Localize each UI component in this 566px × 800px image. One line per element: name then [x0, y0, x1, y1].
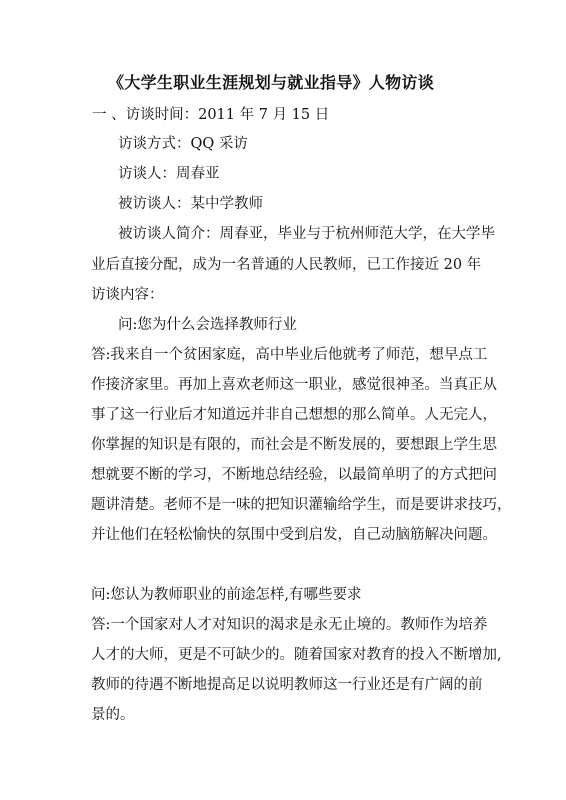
interviewee-line: 被访谈人：某中学教师: [118, 196, 263, 212]
answer-1-line-7: 并让他们在轻松愉快的氛围中受到启发，自己动脑筋解决问题。: [91, 527, 497, 543]
answer-1-line-2: 作接济家里。再加上喜欢老师这一职业，感觉很神圣。当真正从: [91, 377, 497, 393]
interview-content-heading: 访谈内容：: [91, 287, 164, 303]
interviewee-intro-line-2: 业后直接分配，成为一名普通的人民教师，已工作接近 20 年: [91, 257, 482, 273]
answer-1-line-3: 事了这一行业后才知道远并非自己想想的那么简单。人无完人，: [91, 407, 497, 423]
answer-2-line-4: 景的。: [91, 707, 135, 723]
answer-1-line-4: 你掌握的知识是有限的，而社会是不断发展的，要想跟上学生思: [91, 437, 497, 453]
answer-1-line-6: 题讲清楚。老师不是一味的把知识灌输给学生，而是要讲求技巧，: [91, 497, 512, 513]
interview-time-line: 一 、访谈时间：2011 年 7 月 15 日: [92, 107, 330, 123]
document-title: 《大学生职业生涯规划与就业指导》人物访谈: [108, 73, 435, 92]
interviewee-intro-line-1: 被访谈人简介：周春亚，毕业与于杭州师范大学，在大学毕: [118, 226, 495, 242]
answer-2-line-3: 教师的待遇不断地提高足以说明教师这一行业还是有广阔的前: [91, 677, 483, 693]
answer-1-line-5: 想就要不断的学习，不断地总结经验，以最简单明了的方式把问: [91, 467, 497, 483]
answer-1-line-1: 答:我来自一个贫困家庭，高中毕业后他就考了师范，想早点工: [91, 347, 488, 363]
answer-2-line-1: 答:一个国家对人才对知识的渴求是永无止境的。教师作为培养: [91, 617, 488, 633]
question-2: 问:您认为教师职业的前途怎样,有哪些要求: [91, 587, 362, 603]
interviewer-line: 访谈人：周春亚: [118, 166, 220, 182]
question-1: 问:您为什么会选择教师行业: [118, 317, 297, 333]
answer-2-line-2: 人才的大师，更是不可缺少的。随着国家对教育的投入不断增加,: [91, 647, 502, 663]
interview-method-line: 访谈方式：QQ 采访: [118, 136, 248, 152]
